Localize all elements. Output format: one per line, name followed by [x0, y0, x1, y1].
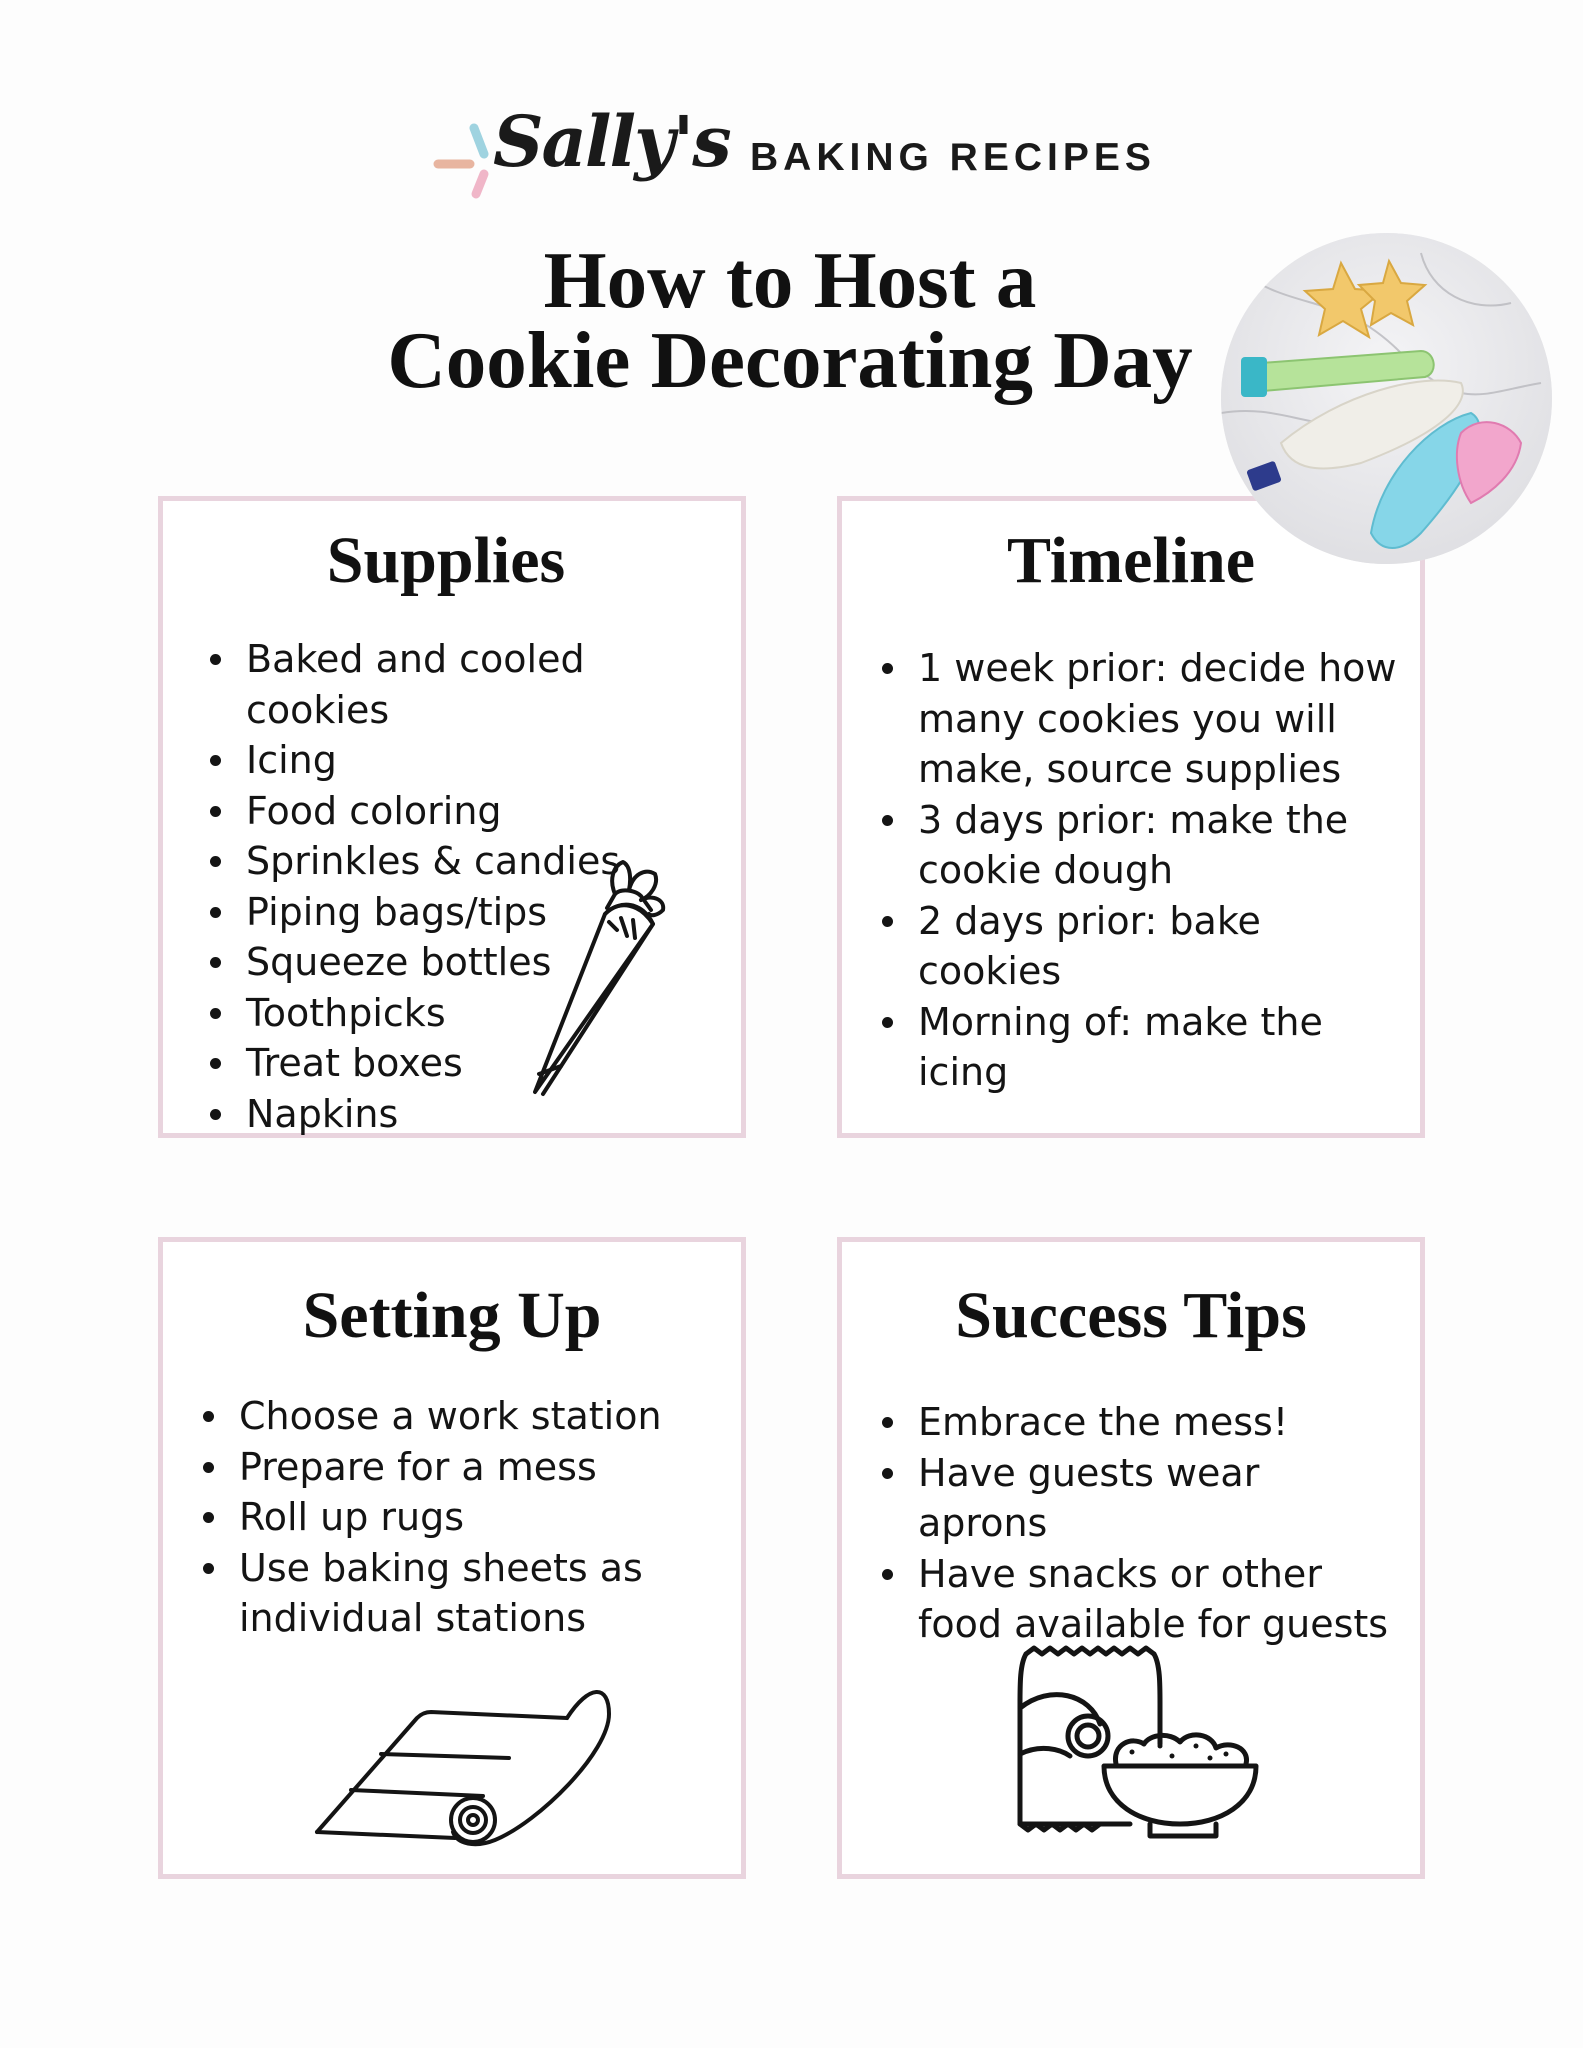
brand-logo	[425, 88, 1165, 228]
timeline-title: Timeline	[1006, 524, 1256, 597]
list-item: Have snacks or other food available for guests	[876, 1549, 1396, 1650]
list-item: Embrace the mess!	[876, 1397, 1396, 1448]
list-item: Have guests wear aprons	[876, 1448, 1396, 1549]
list-item: Roll up rugs	[197, 1492, 717, 1543]
list-item: Baked and cooled cookies	[204, 634, 724, 735]
timeline-list	[876, 643, 1406, 1098]
success-tips-card	[837, 1237, 1425, 1879]
list-item: 2 days prior: bake cookies	[876, 896, 1406, 997]
list-item: 1 week prior: decide how many cookies you will make, source supplies	[876, 643, 1406, 795]
list-item: Choose a work station	[197, 1391, 717, 1442]
list-item: 3 days prior: make the cookie dough	[876, 795, 1406, 896]
rolled-rug-icon	[313, 1682, 613, 1852]
list-item: Squeeze bottles	[204, 937, 724, 988]
list-item: Napkins	[204, 1089, 724, 1140]
piping-bag-icon	[525, 844, 725, 1104]
piping-bags-photo-art	[1221, 233, 1552, 564]
piping-bags-photo	[1221, 233, 1552, 564]
setting-up-card	[158, 1237, 746, 1879]
page-title-line-2: Cookie Decorating Day	[387, 315, 1193, 405]
supplies-title: Supplies	[326, 524, 566, 597]
list-item: Prepare for a mess	[197, 1442, 717, 1493]
supplies-card	[158, 496, 746, 1138]
setting-up-title: Setting Up	[302, 1279, 602, 1352]
list-item: Morning of: make the icing	[876, 997, 1406, 1098]
sprinkle-accent-icon	[430, 118, 500, 198]
setting-up-list	[197, 1391, 717, 1644]
list-item: Treat boxes	[204, 1038, 724, 1089]
success-tips-title: Success Tips	[955, 1279, 1307, 1352]
brand-script: Sally's	[493, 100, 730, 183]
list-item: Food coloring	[204, 786, 724, 837]
page-title-line-1: How to Host a	[543, 235, 1037, 325]
list-item: Piping bags/tips	[204, 887, 724, 938]
brand-caps: BAKING RECIPES	[750, 136, 1156, 179]
list-item: Use baking sheets as individual stations	[197, 1543, 717, 1644]
timeline-card	[837, 496, 1425, 1138]
list-item: Toothpicks	[204, 988, 724, 1039]
snacks-icon	[1020, 1644, 1270, 1844]
page-title	[340, 235, 1240, 405]
list-item: Icing	[204, 735, 724, 786]
success-tips-list	[876, 1397, 1396, 1650]
list-item: Sprinkles & candies	[204, 836, 724, 887]
